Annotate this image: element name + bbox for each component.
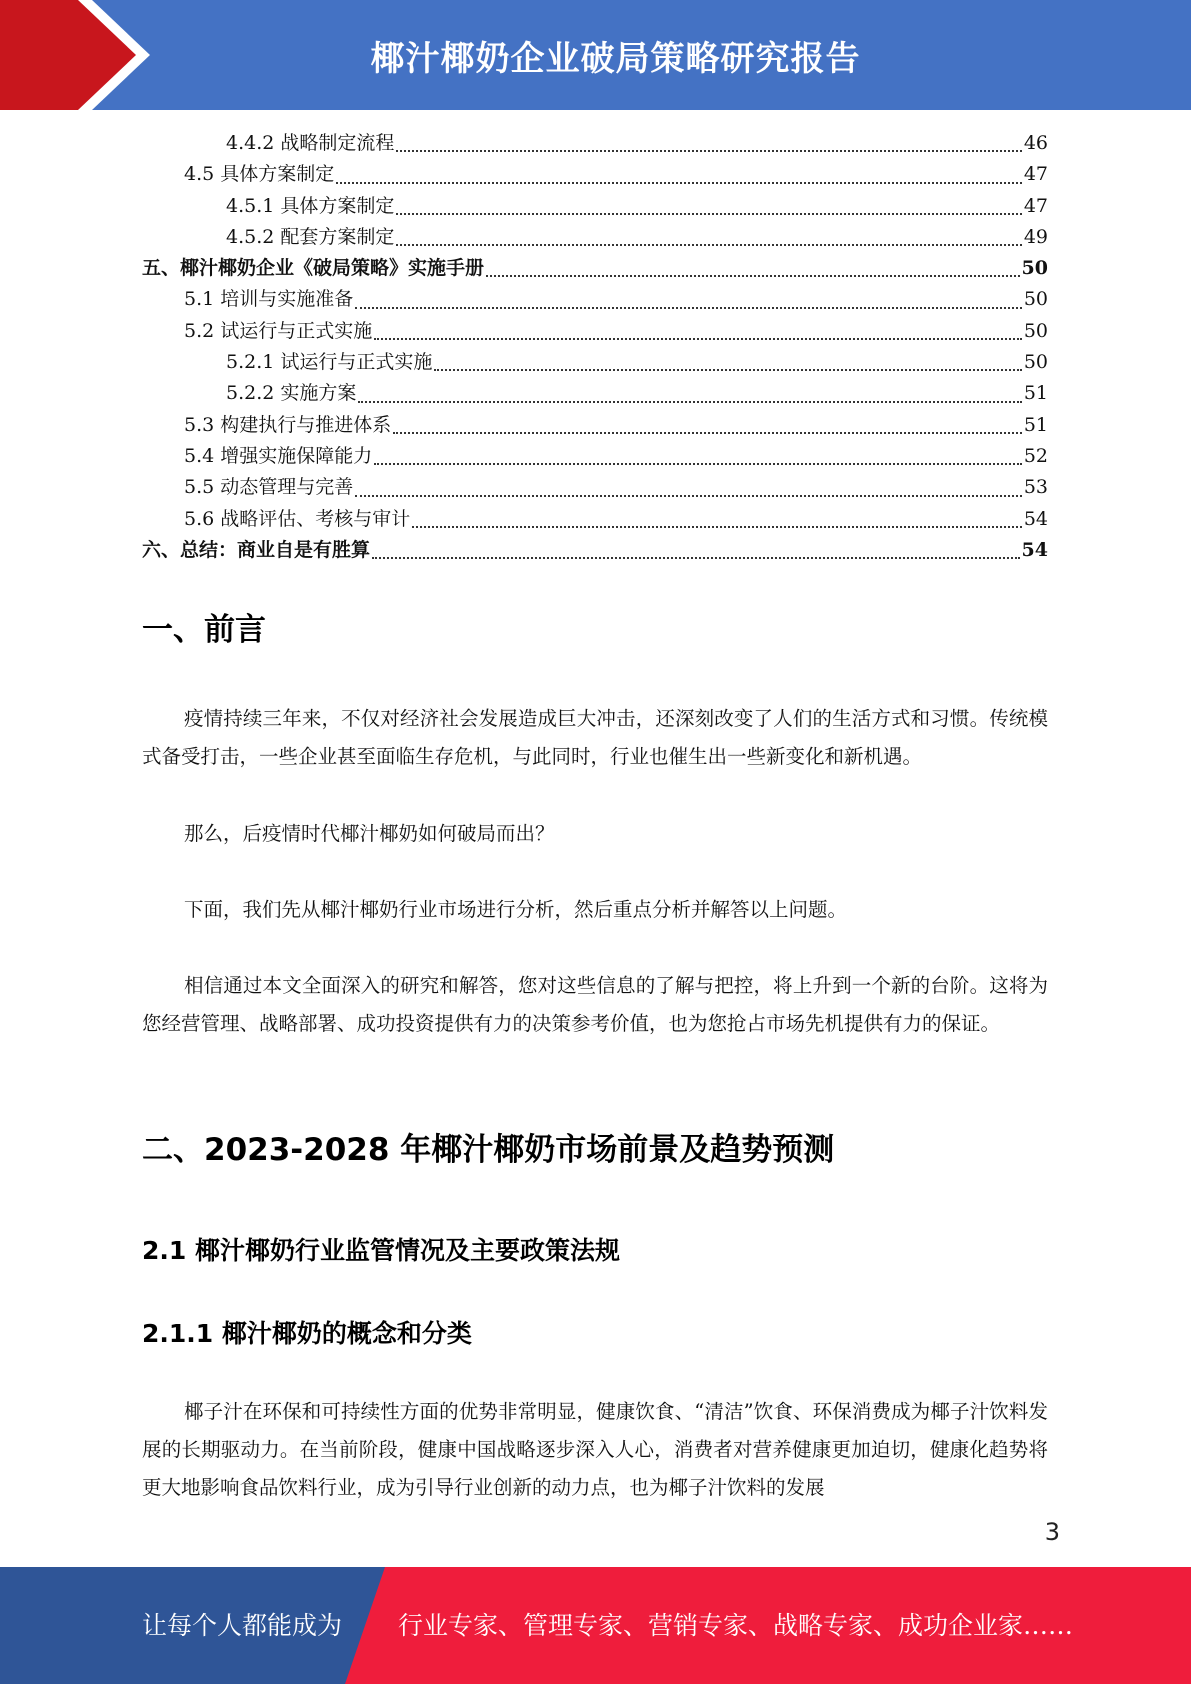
toc-leader-dots bbox=[372, 557, 1020, 559]
toc-entry-page: 54 bbox=[1023, 507, 1048, 530]
toc-leader-dots bbox=[393, 432, 1022, 434]
toc-entry-title: 5.3 构建执行与推进体系 bbox=[184, 413, 392, 436]
toc-entry-page: 47 bbox=[1023, 194, 1048, 217]
toc-entry[interactable] bbox=[142, 378, 1048, 409]
footer-slogan-left: 让每个人都能成为 bbox=[142, 1611, 343, 1640]
toc-entry[interactable] bbox=[142, 316, 1048, 347]
toc-entry-page: 53 bbox=[1023, 476, 1048, 499]
toc-entry-page: 49 bbox=[1023, 225, 1048, 248]
section-2-1-1-paragraph: 椰子汁在环保和可持续性方面的优势非常明显，健康饮食、“清洁”饮食、环保消费成为椰子汁饮料发展的长期驱动力。在当前阶段，健康中国战略逐步深入人心，消费者对营养健康更加迫切，健康化趋势将更大地影响食品饮料行业，成为引导行业创新的动力点，也为椰子汁饮料的发展 bbox=[142, 1400, 1048, 1499]
toc-entry-title: 5.2 试运行与正式实施 bbox=[184, 319, 373, 342]
table-of-contents bbox=[142, 128, 1048, 566]
preface-paragraph-2: 那么，后疫情时代椰汁椰奶如何破局而出？ bbox=[184, 822, 555, 845]
toc-entry-page: 50 bbox=[1023, 351, 1048, 374]
toc-entry-title: 4.5.2 配套方案制定 bbox=[226, 225, 395, 248]
footer-slogan-right: 行业专家、管理专家、营销专家、战略专家、成功企业家…… bbox=[398, 1611, 1074, 1640]
toc-entry[interactable] bbox=[142, 472, 1048, 503]
toc-leader-dots bbox=[336, 182, 1022, 184]
toc-entry-page: 51 bbox=[1023, 382, 1048, 405]
toc-entry[interactable] bbox=[142, 159, 1048, 190]
preface-paragraph-4: 相信通过本文全面深入的研究和解答，您对这些信息的了解与把控，将上升到一个新的台阶。这将为您经营管理、战略部署、成功投资提供有力的决策参考价值，也为您抢占市场先机提供有力的保证。 bbox=[142, 974, 1048, 1035]
toc-entry-title: 5.1 培训与实施准备 bbox=[184, 288, 354, 311]
document-title: 椰汁椰奶企业破局策略研究报告 bbox=[370, 38, 861, 79]
toc-entry-title: 5.5 动态管理与完善 bbox=[184, 476, 354, 499]
toc-entry-page: 50 bbox=[1023, 319, 1048, 342]
section-2-1-1-heading: 2.1.1 椰汁椰奶的概念和分类 bbox=[142, 1319, 472, 1348]
toc-entry-page: 50 bbox=[1021, 257, 1048, 280]
toc-leader-dots bbox=[355, 307, 1022, 309]
toc-entry-title: 4.5 具体方案制定 bbox=[184, 163, 335, 186]
toc-leader-dots bbox=[358, 401, 1021, 403]
page-footer bbox=[0, 1567, 1191, 1684]
toc-entry-page: 46 bbox=[1023, 132, 1048, 154]
toc-entry[interactable] bbox=[142, 504, 1048, 535]
toc-leader-dots bbox=[374, 463, 1022, 465]
toc-entry-title: 六、总结：商业自是有胜算 bbox=[142, 538, 371, 561]
toc-entry-page: 47 bbox=[1023, 163, 1048, 186]
toc-entry[interactable] bbox=[142, 222, 1048, 253]
preface-paragraph-1: 疫情持续三年来，不仅对经济社会发展造成巨大冲击，还深刻改变了人们的生活方式和习惯。传统模式备受打击，一些企业甚至面临生存危机，与此同时，行业也催生出一些新变化和新机遇。 bbox=[142, 707, 1048, 768]
toc-entry-title: 4.5.1 具体方案制定 bbox=[226, 194, 395, 217]
toc-entry-title: 5.6 战略评估、考核与审计 bbox=[184, 507, 411, 530]
toc-leader-dots bbox=[486, 275, 1020, 277]
chapter-2-heading: 二、2023-2028 年椰汁椰奶市场前景及趋势预测 bbox=[142, 1132, 835, 1168]
toc-leader-dots bbox=[396, 213, 1021, 215]
toc-entry-page: 52 bbox=[1023, 444, 1048, 467]
page-number: 3 bbox=[1044, 1518, 1060, 1546]
toc-leader-dots bbox=[374, 338, 1022, 340]
toc-entry[interactable] bbox=[142, 410, 1048, 441]
toc-entry-title: 5.4 增强实施保障能力 bbox=[184, 444, 373, 467]
toc-entry-title: 五、椰汁椰奶企业《破局策略》实施手册 bbox=[142, 257, 485, 280]
toc-chapter-entry[interactable] bbox=[142, 253, 1048, 284]
section-2-1-heading: 2.1 椰汁椰奶行业监管情况及主要政策法规 bbox=[142, 1236, 620, 1265]
toc-entry[interactable] bbox=[142, 191, 1048, 222]
preface-heading: 一、前言 bbox=[142, 612, 266, 648]
toc-chapter-entry[interactable] bbox=[142, 535, 1048, 566]
toc-entry[interactable] bbox=[142, 347, 1048, 378]
page-header bbox=[0, 0, 1191, 110]
toc-entry[interactable] bbox=[142, 284, 1048, 315]
toc-entry-title: 5.2.2 实施方案 bbox=[226, 382, 357, 405]
preface-paragraph-3: 下面，我们先从椰汁椰奶行业市场进行分析，然后重点分析并解答以上问题。 bbox=[184, 898, 848, 921]
toc-entry-page: 54 bbox=[1021, 538, 1048, 561]
toc-leader-dots bbox=[434, 369, 1021, 371]
toc-entry[interactable] bbox=[142, 441, 1048, 472]
toc-leader-dots bbox=[396, 150, 1021, 152]
toc-entry[interactable] bbox=[142, 128, 1048, 159]
toc-entry-title: 4.4.2 战略制定流程 bbox=[226, 132, 395, 154]
toc-entry-page: 51 bbox=[1023, 413, 1048, 436]
toc-leader-dots bbox=[396, 244, 1021, 246]
toc-leader-dots bbox=[355, 495, 1022, 497]
toc-entry-page: 50 bbox=[1023, 288, 1048, 311]
toc-leader-dots bbox=[412, 526, 1022, 528]
toc-entry-title: 5.2.1 试运行与正式实施 bbox=[226, 351, 433, 374]
